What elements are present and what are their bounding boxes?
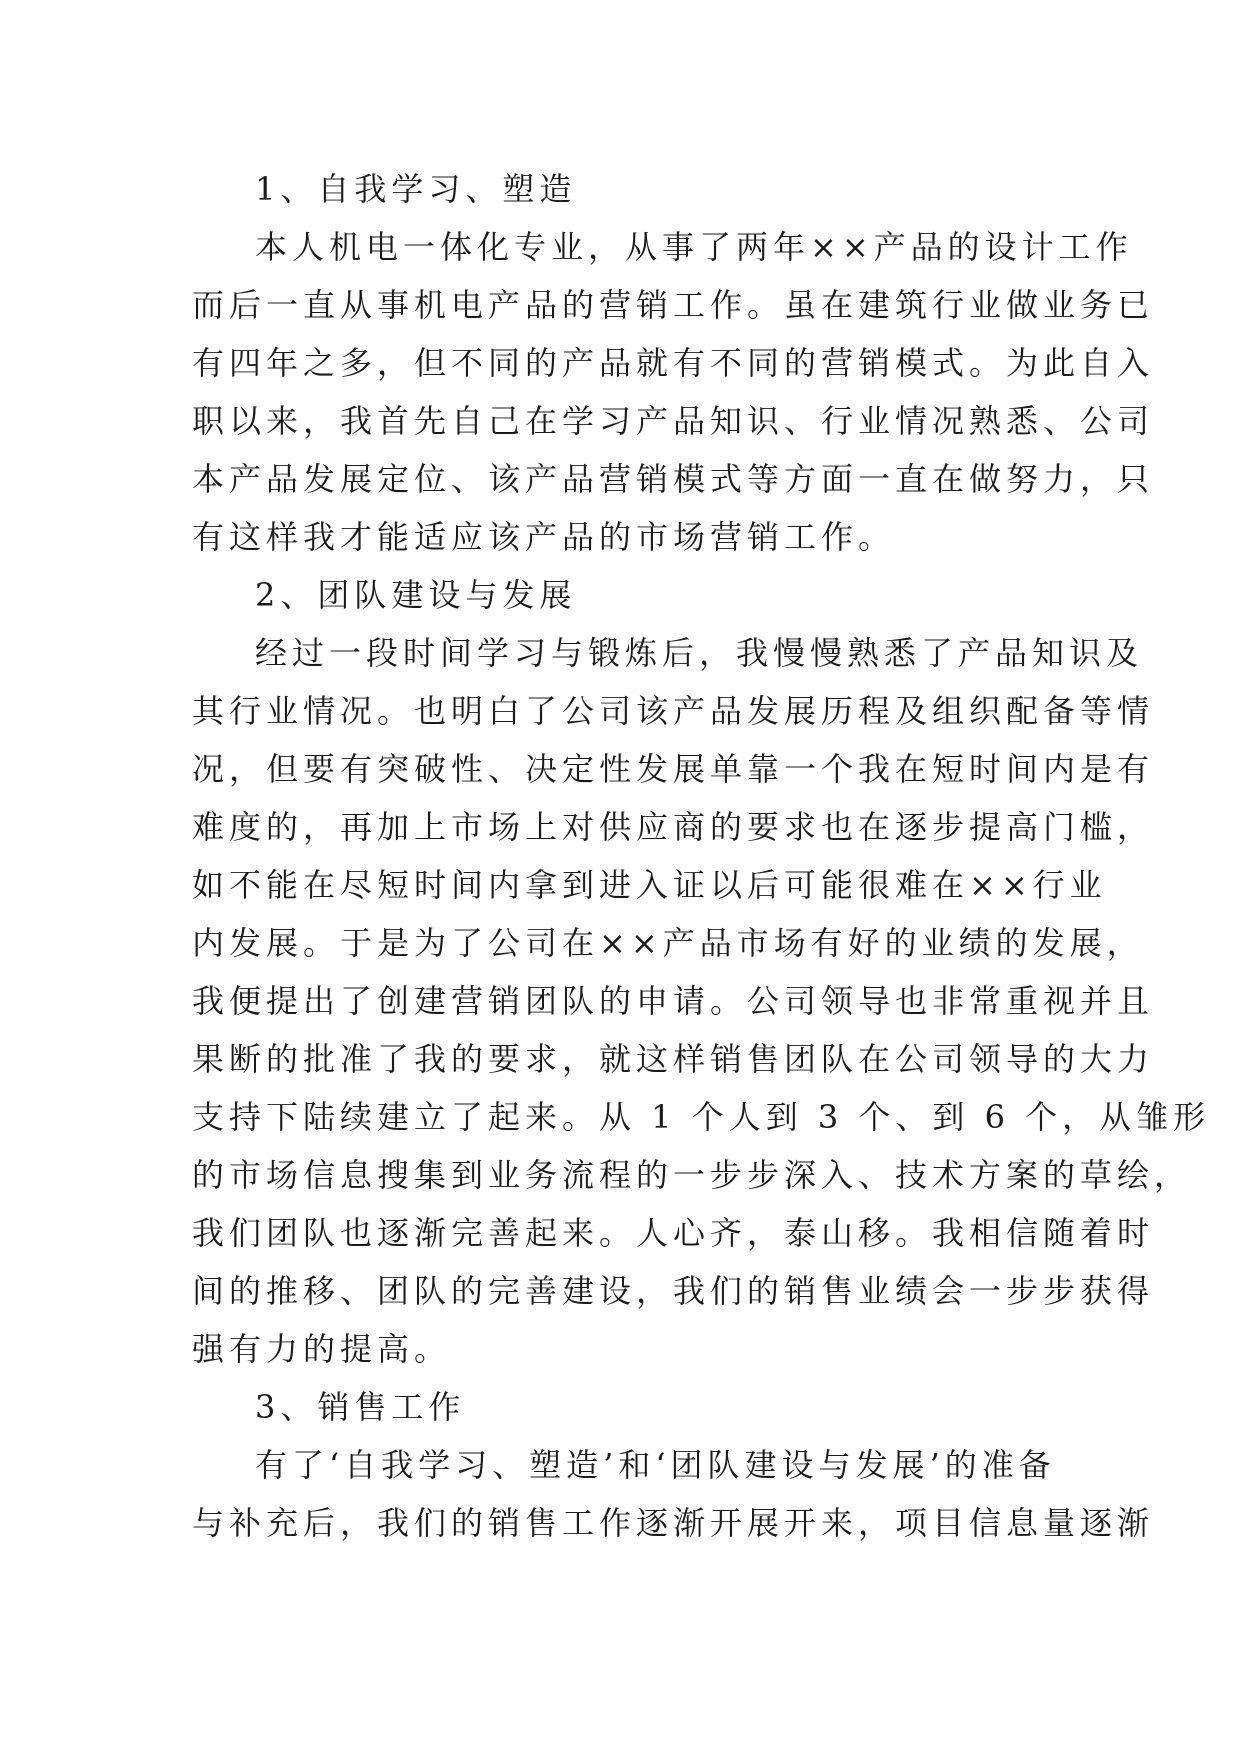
paragraph-line: 的市场信息搜集到业务流程的一步步深入、技术方案的草绘， <box>192 1156 1192 1194</box>
paragraph-line: 况，但要有突破性、决定性发展单靠一个我在短时间内是有 <box>192 750 1155 788</box>
paragraph-line: 有了‘自我学习、塑造’和‘团队建设与发展’的准备 <box>255 1446 1056 1484</box>
paragraph-line: 果断的批准了我的要求，就这样销售团队在公司领导的大力 <box>192 1040 1155 1078</box>
paragraph-line: 经过一段时间学习与锻炼后，我慢慢熟悉了产品知识及 <box>255 634 1144 672</box>
paragraph-line: 我们团队也逐渐完善起来。人心齐，泰山移。我相信随着时 <box>192 1214 1155 1252</box>
section-heading-3: 3、销售工作 <box>255 1388 466 1426</box>
paragraph-line: 难度的，再加上市场上对供应商的要求也在逐步提高门槛， <box>192 808 1155 846</box>
document-body <box>192 160 1211 1552</box>
paragraph-line: 与补充后，我们的销售工作逐渐开展开来，项目信息量逐渐 <box>192 1504 1155 1542</box>
paragraph-line: 本人机电一体化专业，从事了两年××产品的设计工作 <box>255 228 1133 266</box>
paragraph-line: 如不能在尽短时间内拿到进入证以后可能很难在××行业 <box>192 866 1107 904</box>
paragraph-line: 支持下陆续建立了起来。从 1 个人到 3 个、到 6 个，从雏形 <box>192 1098 1211 1136</box>
paragraph-line: 本产品发展定位、该产品营销模式等方面一直在做努力，只 <box>192 460 1155 498</box>
paragraph-line: 间的推移、团队的完善建设，我们的销售业绩会一步步获得 <box>192 1272 1155 1310</box>
paragraph-line: 而后一直从事机电产品的营销工作。虽在建筑行业做业务已 <box>192 286 1155 324</box>
paragraph-line: 内发展。于是为了公司在××产品市场有好的业绩的发展， <box>192 924 1144 962</box>
paragraph-line: 职以来，我首先自己在学习产品知识、行业情况熟悉、公司 <box>192 402 1155 440</box>
paragraph-line: 我便提出了创建营销团队的申请。公司领导也非常重视并且 <box>192 982 1155 1020</box>
paragraph-line: 强有力的提高。 <box>192 1330 452 1368</box>
section-heading-1: 1、自我学习、塑造 <box>255 170 577 208</box>
paragraph-line: 有四年之多，但不同的产品就有不同的营销模式。为此自入 <box>192 344 1155 382</box>
section-heading-2: 2、团队建设与发展 <box>255 576 577 614</box>
paragraph-line: 有这样我才能适应该产品的市场营销工作。 <box>192 518 896 556</box>
paragraph-line: 其行业情况。也明白了公司该产品发展历程及组织配备等情 <box>192 692 1155 730</box>
